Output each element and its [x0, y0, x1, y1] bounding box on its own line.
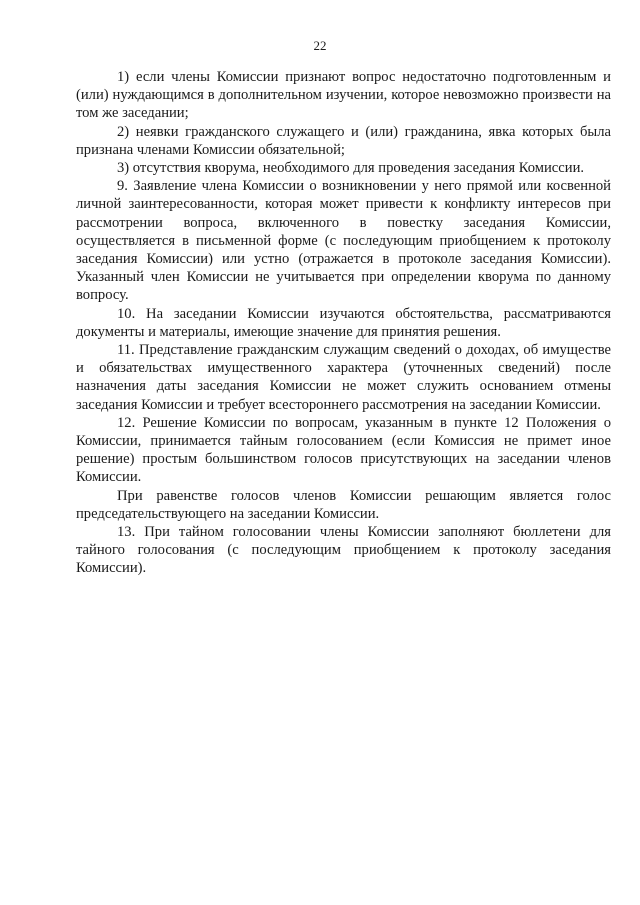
paragraph-clause-11: 11. Представление гражданским служащим сведений о доходах, об имуществе и обязательствах имущественного характера (уточненных сведений) после назначения даты заседания Комиссии не может служить основанием отмены заседания Комиссии и требует всестороннего рассмотрения на заседании Комиссии. [76, 342, 611, 413]
page-number: 22 [313, 38, 327, 53]
paragraph-item-1: 1) если члены Комиссии признают вопрос недостаточно подготовленным и (или) нуждающимся в дополнительном изучении, которое невозможно произвести на том же заседании; [76, 69, 611, 122]
paragraph-clause-12: 12. Решение Комиссии по вопросам, указанным в пункте 12 Положения о Комиссии, принимается тайным голосованием (если Комиссия не примет иное решение) простым большинством голосов присутствующих на заседании членов Комиссии. [76, 414, 611, 486]
paragraph-item-3: 3) отсутствия кворума, необходимого для проведения заседания Комиссии. [117, 160, 585, 177]
paragraph-clause-13: 13. При тайном голосовании члены Комиссии заполняют бюллетени для тайного голосования (с последующим приобщением к протоколу заседания Комиссии). [76, 524, 611, 577]
paragraph-tie-vote: При равенстве голосов членов Комиссии решающим является голос председательствующего на заседании Комиссии. [76, 487, 611, 522]
paragraph-clause-9: 9. Заявление члена Комиссии о возникновении у него прямой или косвенной личной заинтересованности, которая может привести к конфликту интересов при рассмотрении вопроса, включенного в повестку заседания Комиссии, осуществляется в письменной форме (с последующим приобщением к протоколу заседания Комиссии) или устно (отражается в протоколе заседания Комиссии). Указанный член Комиссии не учитывается при определении кворума по данному вопросу. [76, 178, 611, 304]
paragraph-clause-10: 10. На заседании Комиссии изучаются обстоятельства, рассматриваются документы и материалы, имеющие значение для принятия решения. [76, 305, 611, 340]
paragraph-item-2: 2) неявки гражданского служащего и (или) гражданина, явка которых была признана членами Комиссии обязательной; [76, 123, 611, 158]
document-body [76, 68, 611, 578]
